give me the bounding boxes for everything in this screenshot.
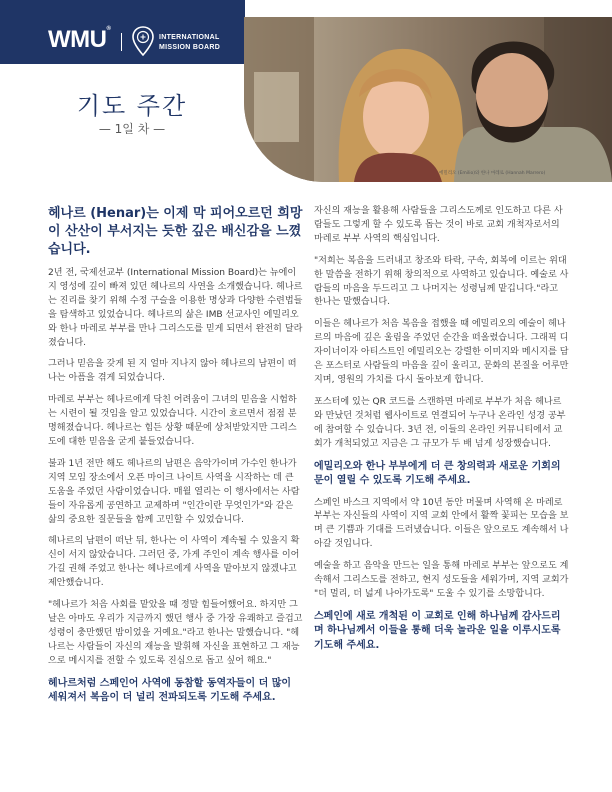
body-paragraph: 그러나 믿음을 갖게 된 지 얼마 지나지 않아 헤나르의 남편이 떠나는 아픔을 겪게 되었습니다. (48, 359, 297, 384)
imb-wordmark (159, 33, 220, 53)
body-paragraph: 이들은 헤나르가 처음 복음을 접했을 때 에밀리오의 예술이 헤나르의 마음에 깊은 울림을 주었던 순간을 떠올렸습니다. 그래픽 디자이너이자 아티스트인 에밀리오는 강렬한 이미지와 메시지를 담은 포스터로 사람들의 마음을 깊이 울리고, 문화의 본질을 어루만지며, 영원의 가치를 다시 돌아보게 합니다. (314, 319, 569, 385)
body-paragraph: 예술을 하고 음악을 만드는 일을 통해 마레로 부부는 앞으로도 계속해서 그리스도를 전하고, 현지 성도들을 세워가며, 지역 교회가 "더 멀리, 더 넓게 나아가도록" 도울 수 있기를 소망합니다. (314, 561, 569, 599)
imb-pin-icon (131, 26, 155, 56)
logo-divider (121, 33, 122, 51)
day-label: — 1일 차 — (98, 122, 166, 136)
prayer-request: 에밀리오와 한나 부부에게 더 큰 창의력과 새로운 기회의 문이 열릴 수 있도록 기도해 주세요. (314, 460, 561, 486)
missionary-couple-photo (244, 17, 612, 182)
imb-line-1: INTERNATIONAL (159, 34, 220, 41)
body-paragraph: 스페인 바스크 지역에서 약 10년 동안 머물며 사역해 온 마레로 부부는 자신들의 사역이 지역 교회 안에서 활짝 꽃피는 모습을 보며 큰 기쁨과 기대를 드러냈습니다. 이들은 앞으로도 계속해서 나아갈 것입니다. (314, 497, 569, 550)
body-paragraph: "헤나르가 처음 사회를 맡았을 때 정말 힘들어했어요. 하지만 그날은 아마도 우리가 지금까지 했던 행사 중 가장 유쾌하고 즐겁고 성령이 충만했던 밤이었을 거예요."라고 한나는 말했습니다. "헤나르는 사람들이 자신의 재능을 발휘해 자신을 표현하고 그 재능으로 메시지를 전할 수 있도록 진심으로 돕고 싶어 해요." (48, 600, 303, 666)
prayer-request: 헤나르처럼 스페인어 사역에 동참할 동역자들이 더 많이 세워져서 복음이 더 널리 전파되도록 기도해 주세요. (48, 677, 292, 704)
body-paragraph: 헤나르의 남편이 떠난 뒤, 한나는 이 사역이 계속될 수 있을지 확신이 서지 않았습니다. 그러던 중, 가게 주인이 계속 행사를 이어가길 권해 주었고 한나는 헤나르에게 사역을 맡아보지 않겠냐고 제안했습니다. (48, 536, 300, 589)
photo-caption: 에밀리오 (Emilio)와 한나 마레로 (Hannah Marrero) (439, 171, 546, 176)
body-paragraph: 2년 전, 국제선교부 (International Mission Board)는 뉴에이지 영성에 깊이 빠져 있던 헤나르의 사연을 소개했습니다. 헤나르는 진리를 찾기 위해 수정 구슬을 이용한 명상과 다양한 수련법들을 탐색하고 있었습니다. 헤나르의 삶은 IMB 선교사인 에밀리오와 한나 마레로 부부를 만나 그리스도를 믿게 되면서 완전히 달라졌습니다. (48, 268, 303, 348)
body-paragraph: "저희는 복음을 드러내고 창조와 타락, 구속, 회복에 이르는 위대한 말씀을 전하기 위해 창의적으로 사역하고 있습니다. 예술로 사람들의 마음을 두드리고 그 나머지는 성령님께 맡깁니다."라고 한나는 말했습니다. (314, 255, 569, 308)
wmu-logo (48, 26, 110, 54)
body-paragraph: 자신의 재능을 활용해 사람들을 그리스도께로 인도하고 다른 사람들도 그렇게 할 수 있도록 돕는 것이 바로 교회 개척자로서의 마레로 부부 사역의 핵심입니다. (314, 206, 563, 244)
left-column (48, 205, 303, 714)
imb-line-2: MISSION BOARD (159, 44, 221, 51)
header-bar (0, 0, 245, 64)
body-paragraph: 마레로 부부는 헤나르에게 닥친 어려움이 그녀의 믿음을 시험하는 시련이 될 것임을 알고 있었습니다. 시간이 흐르면서 점점 분명해졌습니다. 헤나르는 힘든 상황 때문에 상처받았지만 그리스도에 대한 믿음을 굳게 붙들었습니다. (48, 395, 297, 447)
prayer-request: 스페인에 새로 개척된 이 교회로 인해 하나님께 감사드리며 하나님께서 이들을 통해 더욱 놀라운 일을 이루시도록 기도해 주세요. (314, 610, 561, 651)
body-paragraph: 포스터에 있는 QR 코드를 스캔하면 마레로 부부가 처음 헤나르와 만났던 것처럼 웹사이트로 연결되어 누구나 온라인 성경 공부에 참여할 수 있습니다. 3년 전, 이들의 온라인 커뮤니티에서 교회가 개척되었고 지금은 그 규모가 두 배 넘게 성장했습니다. (314, 396, 566, 449)
right-column (314, 205, 569, 661)
registered-mark: ® (106, 26, 111, 32)
wmu-logo-text: WMU (48, 26, 107, 53)
body-paragraph: 불과 1년 전만 해도 헤나르의 남편은 음악가이며 가수인 한나가 지역 모임 장소에서 오픈 마이크 나이트 사역을 시작하는 데 큰 도움을 주었던 사람이었습니다. 매월 열리는 이 행사에서는 사람들이 자유롭게 공연하고 교제하며 "인간이란 무엇인가"와 같은 삶의 중요한 질문들을 함께 고민할 수 있었습니다. (48, 458, 300, 525)
couple-photo-illustration (244, 17, 612, 182)
page-title: 기도 주간 (76, 92, 188, 120)
lead-paragraph: 헤나르 (Henar)는 이제 막 피어오르던 희망이 산산이 부서지는 듯한 깊은 배신감을 느꼈습니다. (48, 206, 303, 257)
